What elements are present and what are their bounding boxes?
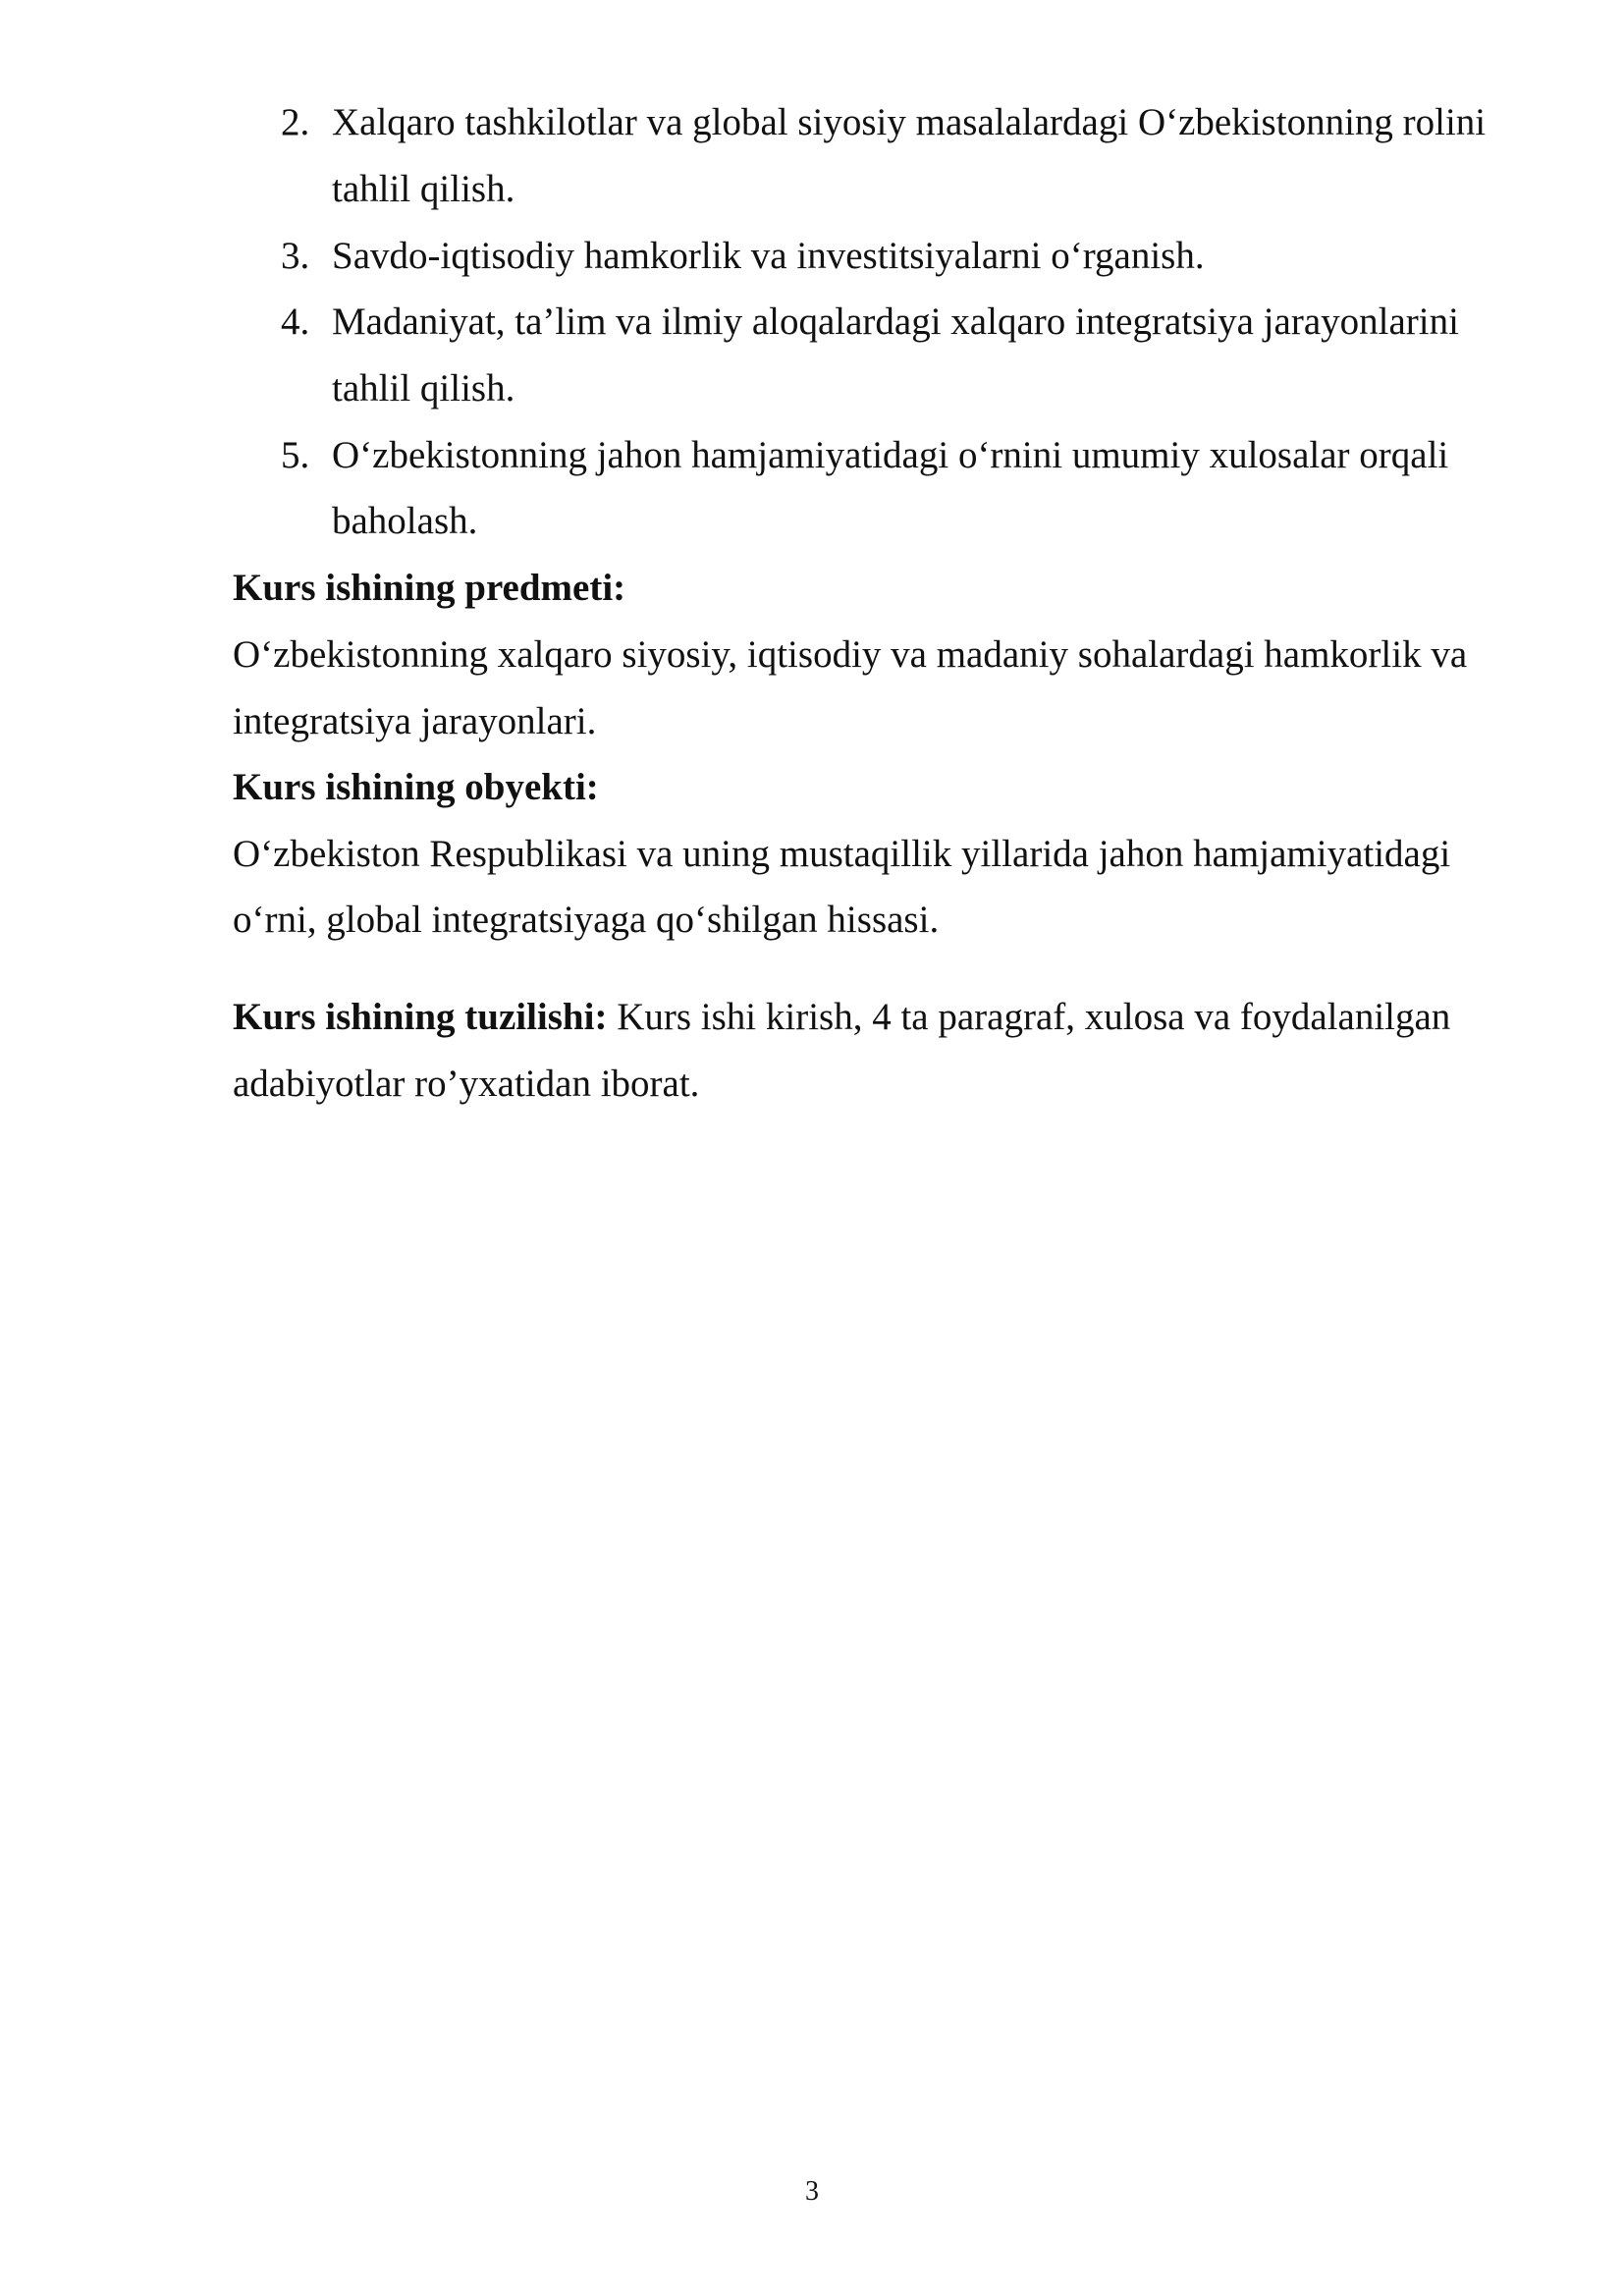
list-number: 5. <box>281 434 310 476</box>
list-item-text: Savdo-iqtisodiy hamkorlik va investitsiyalarni o‘rganish. <box>332 235 1205 277</box>
paragraph-line: O‘zbekiston Respublikasi va uning mustaqillik yillarida jahon hamjamiyatidagi <box>233 833 1451 875</box>
list-item-text: Madaniyat, ta’lim va ilmiy aloqalardagi xalqaro integratsiya jarayonlarini <box>332 301 1459 343</box>
list-number: 2. <box>281 101 310 143</box>
list-item-continuation: baholash. <box>332 500 478 542</box>
paragraph-text: Kurs ishi kirish, 4 ta paragraf, xulosa va foydalanilgan <box>607 996 1451 1038</box>
list-item-text: Xalqaro tashkilotlar va global siyosiy masalalardagi O‘zbekistonning rolini <box>332 101 1487 143</box>
section-heading-tuzilishi: Kurs ishining tuzilishi: <box>233 996 608 1038</box>
paragraph-line: integratsiya jarayonlari. <box>233 700 597 742</box>
list-number: 3. <box>281 235 310 277</box>
paragraph-line: o‘rni, global integratsiyaga qo‘shilgan hissasi. <box>233 899 940 941</box>
list-item-continuation: tahlil qilish. <box>332 168 515 210</box>
section-heading-obyekti: Kurs ishining obyekti: <box>233 766 599 808</box>
section-heading-predmeti: Kurs ishining predmeti: <box>233 567 626 609</box>
list-item-continuation: tahlil qilish. <box>332 367 515 410</box>
list-number: 4. <box>281 301 310 343</box>
paragraph-tuzilishi <box>233 995 1450 1040</box>
paragraph-line: adabiyotlar ro’yxatidan iborat. <box>233 1063 700 1105</box>
paragraph-line: O‘zbekistonning xalqaro siyosiy, iqtisodiy va madaniy sohalardagi hamkorlik va <box>233 633 1468 676</box>
page-number: 3 <box>805 2176 819 2207</box>
list-item-text: O‘zbekistonning jahon hamjamiyatidagi o‘rnini umumiy xulosalar orqali <box>332 434 1449 476</box>
